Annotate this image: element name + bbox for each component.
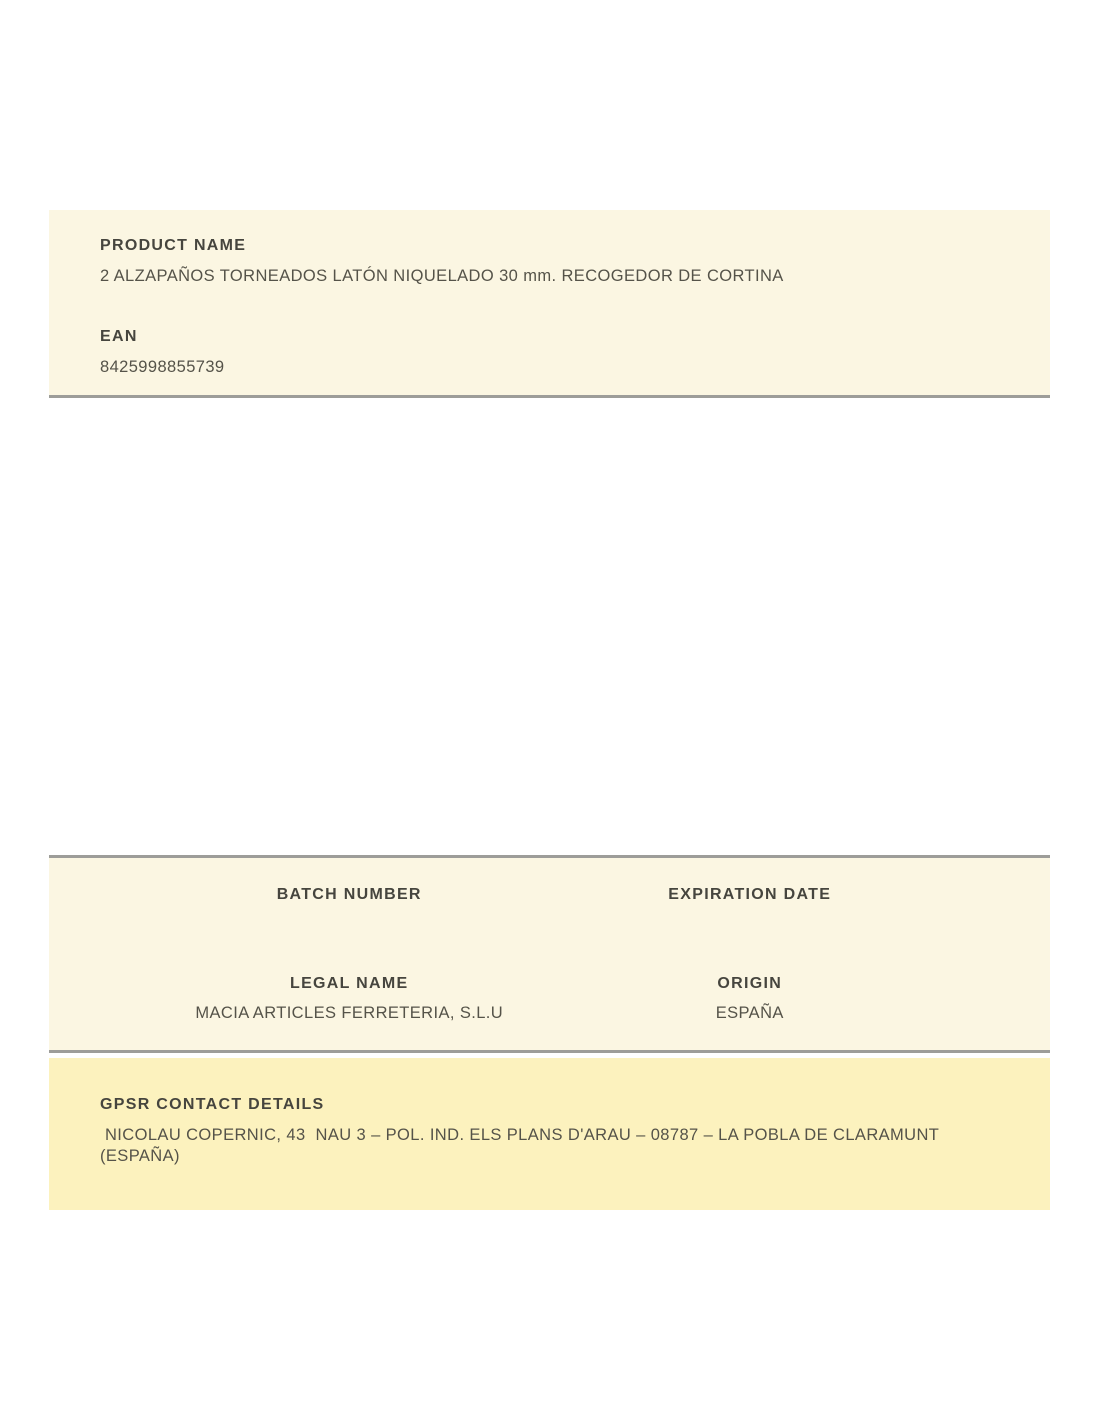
product-name-block	[100, 236, 1010, 287]
gpsr-contact-section	[49, 1058, 1050, 1210]
gpsr-contact-label: GPSR CONTACT DETAILS	[100, 1096, 325, 1113]
product-identity-section	[49, 210, 1050, 398]
expiration-date-block	[550, 885, 951, 905]
ean-block	[100, 327, 1010, 378]
gpsr-contact-value: NICOLAU COPERNIC, 43 NAU 3 – POL. IND. ELS PLANS D'ARAU – 08787 – LA POBLA DE CLARAMUNT (ESPAÑA)	[100, 1126, 944, 1165]
batch-number-label: BATCH NUMBER	[276, 886, 422, 903]
legal-origin-row	[149, 905, 950, 1024]
traceability-section	[49, 855, 1050, 1053]
ean-value: 8425998855739	[100, 358, 225, 376]
product-name-label: PRODUCT NAME	[100, 237, 247, 254]
legal-name-block	[149, 974, 550, 1024]
legal-name-label: LEGAL NAME	[290, 975, 409, 992]
origin-value: ESPAÑA	[715, 1004, 784, 1022]
origin-block	[550, 974, 951, 1024]
legal-name-value: MACIA ARTICLES FERRETERIA, S.L.U	[195, 1004, 504, 1022]
ean-label: EAN	[100, 328, 138, 345]
batch-number-block	[149, 885, 550, 905]
batch-expiration-row	[149, 858, 950, 905]
product-name-value: 2 ALZAPAÑOS TORNEADOS LATÓN NIQUELADO 30 mm. RECOGEDOR DE CORTINA	[100, 267, 784, 285]
origin-label: ORIGIN	[717, 975, 783, 992]
expiration-date-label: EXPIRATION DATE	[668, 886, 832, 903]
